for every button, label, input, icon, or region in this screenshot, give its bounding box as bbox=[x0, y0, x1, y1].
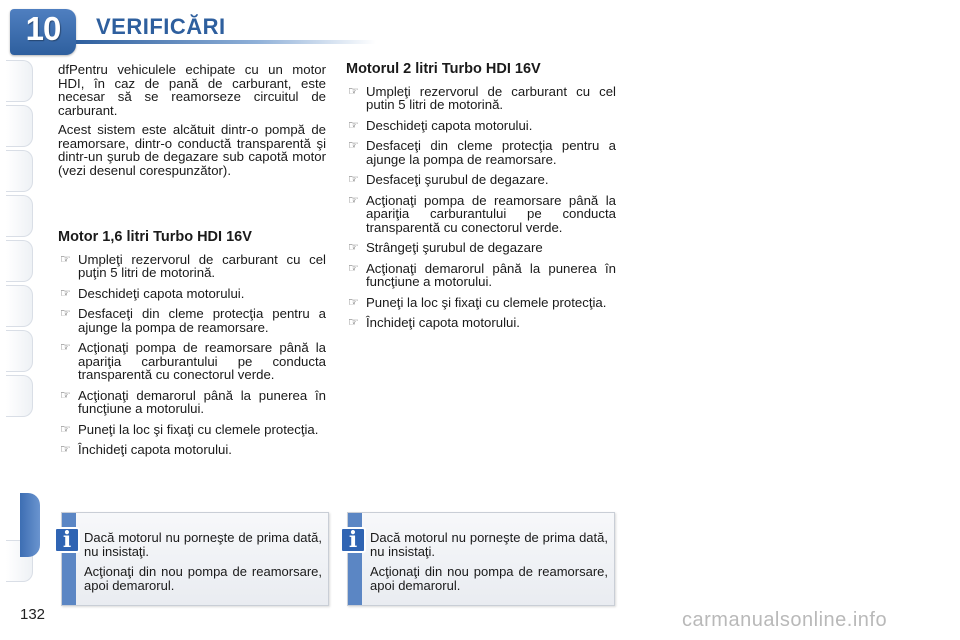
step-text: Acţionaţi demarorul până la punerea în funcţiune a motorului. bbox=[366, 260, 616, 289]
list-item bbox=[58, 341, 326, 382]
list-item bbox=[58, 389, 326, 416]
section-tab[interactable] bbox=[6, 285, 33, 327]
section-tab-strip bbox=[0, 60, 40, 580]
pointing-hand-icon: ☞ bbox=[60, 387, 71, 402]
list-item bbox=[58, 423, 326, 437]
pointing-hand-icon: ☞ bbox=[348, 138, 359, 152]
step-text: Acţionaţi pompa de reamorsare până la apariţia carburantului pe conducta transparentă cu conectorul verde. bbox=[78, 340, 326, 382]
title-underline bbox=[76, 40, 376, 44]
list-item bbox=[346, 85, 616, 112]
step-text: Desfaceţi şurubul de degazare. bbox=[366, 172, 549, 187]
pointing-hand-icon: ☞ bbox=[348, 294, 359, 309]
list-item bbox=[346, 173, 616, 187]
page-header bbox=[0, 0, 960, 50]
pointing-hand-icon: ☞ bbox=[60, 442, 71, 456]
page-number: 132 bbox=[20, 606, 46, 623]
page-title: VERIFICĂRI bbox=[96, 14, 226, 39]
list-item bbox=[346, 139, 616, 166]
left-column bbox=[58, 63, 326, 464]
pointing-hand-icon: ☞ bbox=[60, 340, 71, 354]
pointing-hand-icon: ☞ bbox=[348, 240, 359, 254]
list-item bbox=[346, 241, 616, 255]
step-text: Puneţi la loc şi fixaţi cu clemele protecţia. bbox=[78, 421, 319, 437]
section-tab-active[interactable] bbox=[20, 493, 40, 557]
watermark: carmanualsonline.info bbox=[682, 609, 888, 631]
section-tab[interactable] bbox=[6, 330, 33, 372]
pointing-hand-icon: ☞ bbox=[348, 315, 359, 329]
intro-paragraph: dfPentru vehiculele echipate cu un motor HDI, în caz de pană de carburant, este necesar să se reamorseze circuitul de carburant. bbox=[58, 62, 326, 118]
info-note-right bbox=[347, 512, 615, 606]
list-item bbox=[58, 443, 326, 457]
list-item bbox=[58, 287, 326, 301]
pointing-hand-icon: ☞ bbox=[348, 172, 359, 186]
list-item bbox=[346, 316, 616, 330]
list-item bbox=[346, 194, 616, 235]
step-text: Umpleţi rezervorul de carburant cu cel puţin 5 litri de motorină. bbox=[78, 251, 326, 280]
pointing-hand-icon: ☞ bbox=[60, 306, 71, 320]
step-text: Deschideţi capota motorului. bbox=[78, 285, 245, 301]
info-note-text bbox=[84, 531, 322, 599]
info-note-line: Dacă motorul nu porneşte de prima dată, nu insistaţi. bbox=[84, 530, 322, 559]
section-tab[interactable] bbox=[6, 240, 33, 282]
step-text: Închideţi capota motorului. bbox=[78, 442, 232, 457]
info-note-line: Acţionaţi din nou pompa de reamorsare, apoi demarorul. bbox=[84, 564, 322, 593]
right-column bbox=[346, 63, 616, 337]
step-text: Desfaceţi din cleme protecţia pentru a ajunge la pompa de reamorsare. bbox=[366, 138, 616, 167]
step-list-2-0 bbox=[346, 85, 616, 330]
pointing-hand-icon: ☞ bbox=[60, 285, 71, 300]
pointing-hand-icon: ☞ bbox=[60, 251, 71, 266]
section-tab[interactable] bbox=[6, 105, 33, 147]
step-text: Umpleţi rezervorul de carburant cu cel putin 5 litri de motorină. bbox=[366, 83, 616, 112]
pointing-hand-icon: ☞ bbox=[348, 117, 359, 132]
pointing-hand-icon: ☞ bbox=[348, 260, 359, 275]
info-icon: i bbox=[54, 527, 80, 553]
list-item bbox=[346, 119, 616, 133]
pointing-hand-icon: ☞ bbox=[348, 192, 359, 207]
intro-paragraph: Acest sistem este alcătuit dintr-o pompă de reamorsare, dintr-o conductă transparentă şi dintr-un şurub de degazare sub capotă motor (vezi desenul corespunzător). bbox=[58, 122, 326, 178]
list-item bbox=[58, 253, 326, 280]
section-tab[interactable] bbox=[6, 60, 33, 102]
section-title-2-0: Motorul 2 litri Turbo HDI 16V bbox=[346, 61, 541, 77]
list-item bbox=[58, 307, 326, 334]
info-note-text bbox=[370, 531, 608, 599]
step-text: Închideţi capota motorului. bbox=[366, 315, 520, 330]
list-item bbox=[346, 262, 616, 289]
info-note-line: Acţionaţi din nou pompa de reamorsare, apoi demarorul. bbox=[370, 564, 608, 593]
section-tab[interactable] bbox=[6, 150, 33, 192]
step-text: Acţionaţi pompa de reamorsare până la apariţia carburantului pe conducta transparentă cu conectorul verde. bbox=[366, 192, 616, 235]
pointing-hand-icon: ☞ bbox=[60, 421, 71, 436]
step-text: Deschideţi capota motorului. bbox=[366, 117, 533, 133]
chapter-number: 10 bbox=[25, 10, 61, 47]
step-text: Puneţi la loc şi fixaţi cu clemele protecţia. bbox=[366, 294, 607, 310]
info-note-line: Dacă motorul nu porneşte de prima dată, nu insistaţi. bbox=[370, 530, 608, 559]
section-tab[interactable] bbox=[6, 375, 33, 417]
step-text: Acţionaţi demarorul până la punerea în funcţiune a motorului. bbox=[78, 387, 326, 416]
info-note-left bbox=[61, 512, 329, 606]
section-title-1-6: Motor 1,6 litri Turbo HDI 16V bbox=[58, 229, 252, 245]
section-tab[interactable] bbox=[6, 195, 33, 237]
step-text: Desfaceţi din cleme protecţia pentru a ajunge la pompa de reamorsare. bbox=[78, 306, 326, 335]
pointing-hand-icon: ☞ bbox=[348, 83, 359, 98]
step-text: Strângeţi şurubul de degazare bbox=[366, 240, 543, 255]
info-icon: i bbox=[340, 527, 366, 553]
list-item bbox=[346, 296, 616, 310]
step-list-1-6 bbox=[58, 253, 326, 457]
